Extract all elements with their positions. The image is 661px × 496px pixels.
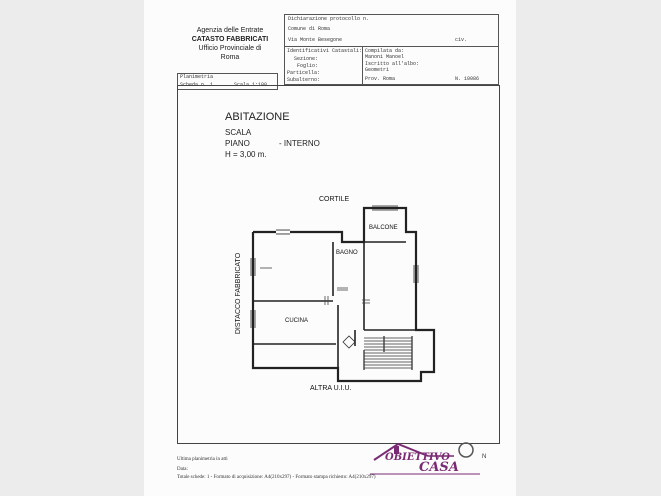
room-label-balcone: BALCONE <box>369 225 398 231</box>
agency-line-1: Agenzia delle Entrate <box>196 27 264 34</box>
plan-line-piano: PIANO <box>225 139 250 148</box>
compilatore-value: Manoni Manoel <box>365 54 405 60</box>
comune-value: Comune di Roma <box>288 26 331 32</box>
numero-value: N. 10086 <box>455 76 480 82</box>
agency-line-4: Roma <box>220 54 240 61</box>
room-label-distacco: DISTACCO FABBRICATO <box>235 252 243 335</box>
scala-label: Scala 1:100 <box>234 82 268 88</box>
north-label: N <box>482 454 487 460</box>
plan-title: ABITAZIONE <box>225 111 290 123</box>
plan-line-scala: SCALA <box>225 128 252 137</box>
room-label-cucina: CUCINA <box>285 318 309 324</box>
via-value: Via Monte Besegone <box>288 37 343 43</box>
planimetria-label: Planimetria <box>180 74 214 80</box>
footer-data: Data: <box>177 467 188 472</box>
albo-value: Geometri <box>365 67 390 73</box>
foglio-label: Foglio: <box>297 63 319 69</box>
iscritto-label: Iscritto all'albo: <box>365 61 420 67</box>
dichiarazione-label: Dichiarazione protocollo n. <box>288 16 370 22</box>
watermark-word-2: CASA <box>419 460 459 475</box>
compilata-label: Compilata da: <box>365 48 405 54</box>
footer-ultima: Ultima planimetria in atti <box>177 457 228 462</box>
plan-line-interno: - INTERNO <box>279 139 320 148</box>
identificativi-label: Identificativi Catastali: <box>287 48 363 54</box>
room-label-altra-uiu: ALTRA U.I.U. <box>310 385 352 392</box>
footer-totale: Totale schede: 1 - Formato di acquisizione: A4(210x297) - Formato stampa richiesto: A4(210x297) <box>177 475 376 480</box>
sezione-label: Sezione: <box>294 56 319 62</box>
civ-label: civ. <box>455 37 468 43</box>
particella-label: Particella: <box>287 70 321 76</box>
room-label-cortile: CORTILE <box>319 196 350 203</box>
watermark-word-1: OBIETTIVO <box>385 452 450 463</box>
agency-line-3: Ufficio Provinciale di <box>198 45 262 52</box>
subalterno-label: Subalterno: <box>287 77 321 83</box>
prov-value: Prov. Roma <box>365 76 396 82</box>
room-label-bagno: BAGNO <box>336 250 358 256</box>
scheda-label: Scheda n. 1 <box>180 82 214 88</box>
agency-line-2: CATASTO FABBRICATI <box>191 36 269 43</box>
plan-line-height: H = 3,00 m. <box>225 150 267 159</box>
